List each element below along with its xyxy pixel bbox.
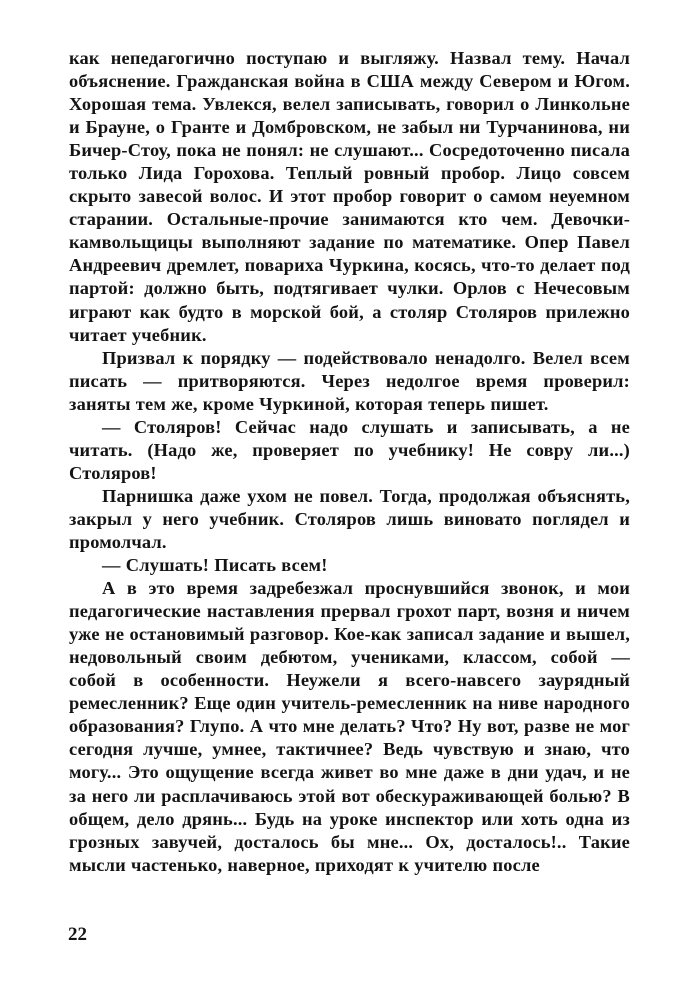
paragraph: как непедагогично поступаю и выгляжу. Назвал тему. Начал объяснение. Гражданская война в США между Севером и Югом. Хорошая тема. Увлекся, велел записывать, говорил о Линкольне и Брауне, о Гранте и Домбровском, не забыл ни Турчанинова, ни Бичер-Стоу, пока не понял: не слушают... Сосредоточенно писала только Лида Горохова. Теплый ровный пробор. Лицо совсем скрыто завесой волос. И этот пробор говорит о самом неуемном старании. Остальные-прочие занимаются кто чем. Девочки-камвольщицы выполняют задание по математике. Опер Павел Андреевич дремлет, повариха Чуркина, косясь, что-то делает под партой: должно быть, подтягивает чулки. Орлов с Нечесовым играют как будто в морской бой, а столяр Столяров прилежно читает учебник. (69, 48, 630, 345)
paragraph: А в это время задребезжал проснувшийся звонок, и мои педагогические наставления прервал грохот парт, возня и ничем уже не остановимый разговор. Кое-как записал задание и вышел, недовольный своим дебютом, учениками, классом, собой — собой в особенности. Неужели я всего-навсего заурядный ремесленник? Еще один учитель-ремесленник на ниве народного образования? Глупо. А что мне делать? Что? Ну вот, разве не мог сегодня лучше, умнее, тактичнее? Ведь чувствую и знаю, что могу... Это ощущение всегда живет во мне даже в дни удач, и не за него ли расплачиваюсь этой вот обескураживающей болью? В общем, дело дрянь... Будь на уроке инспектор или хоть одна из грозных завучей, досталось бы мне... Ох, досталось!.. Такие мысли частенько, наверное, приходят к учителю после (69, 578, 630, 875)
page-text-block (69, 47, 630, 877)
page-number: 22 (68, 924, 87, 945)
paragraph-dialogue: — Слушать! Писать всем! (102, 555, 328, 576)
paragraph-dialogue: — Столяров! Сейчас надо слушать и записывать, а не читать. (Надо же, проверяет по учебнику! Не совру ли...) Столяров! (69, 416, 630, 483)
paragraph: Парнишка даже ухом не повел. Тогда, продолжая объяснять, закрыл у него учебник. Столяров лишь виновато поглядел и промолчал. (69, 485, 630, 552)
paragraph: Призвал к порядку — подействовало ненадолго. Велел всем писать — притворяются. Через недолгое время проверил: заняты тем же, кроме Чуркиной, которая теперь пишет. (69, 347, 630, 414)
